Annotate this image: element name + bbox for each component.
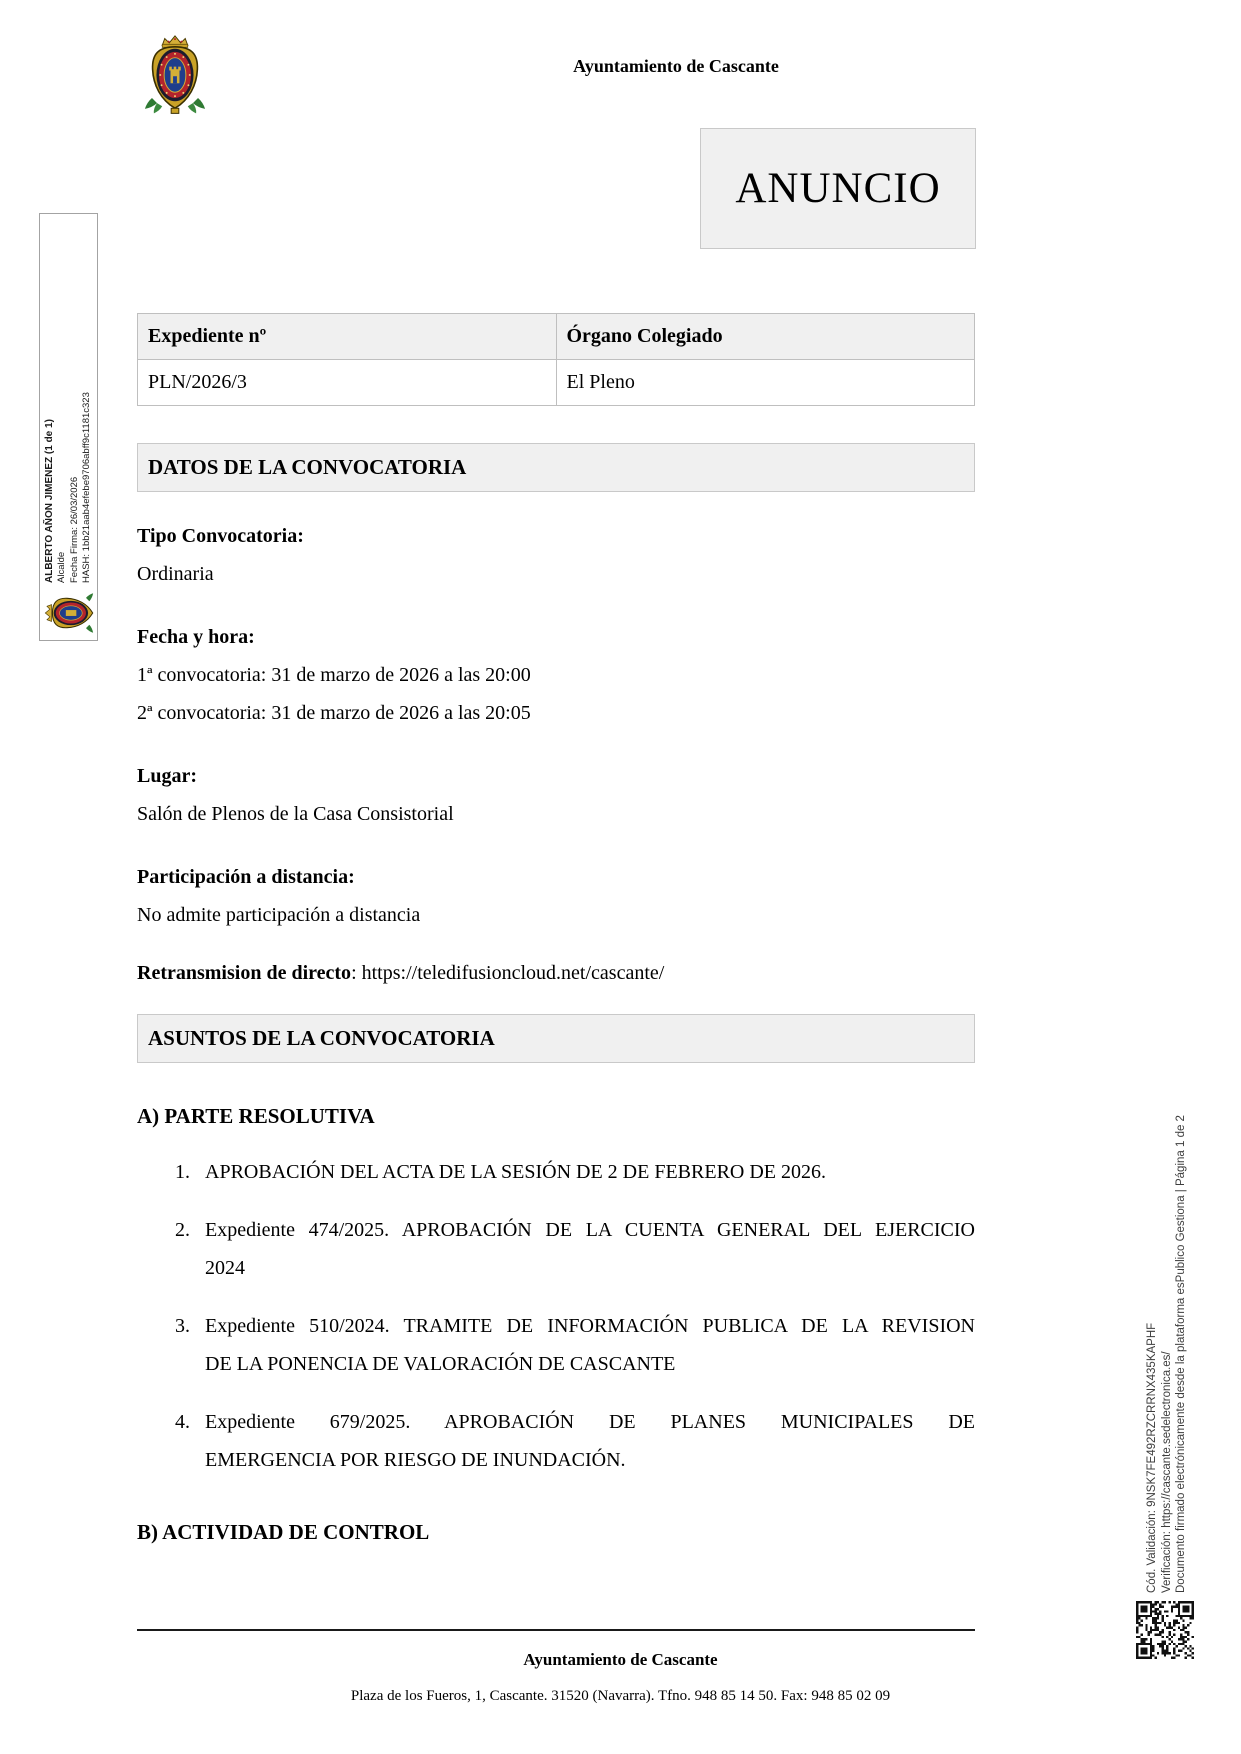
field-value: No admite participación a distancia	[137, 904, 421, 926]
agenda-item-text: Expediente 474/2025. APROBACIÓN DE LA CUENTA GENERAL DEL EJERCICIO	[205, 1219, 975, 1241]
field-value: Ordinaria	[137, 563, 214, 585]
expediente-table	[137, 313, 975, 406]
agenda-item-text: DE LA PONENCIA DE VALORACIÓN DE CASCANTE	[205, 1353, 676, 1375]
announcement-title: ANUNCIO	[735, 165, 941, 212]
field-label: Tipo Convocatoria:	[137, 525, 304, 547]
signature-text-block	[44, 392, 94, 583]
table-row	[138, 360, 975, 406]
retransmission-separator: :	[351, 962, 362, 984]
agenda-item-text: 2024	[205, 1257, 245, 1279]
section-banner-datos: DATOS DE LA CONVOCATORIA	[137, 443, 975, 492]
field-retransmission	[137, 954, 975, 992]
section-banner-asuntos: ASUNTOS DE LA CONVOCATORIA	[137, 1014, 975, 1063]
field-tipo-convocatoria	[137, 517, 975, 593]
signer-name: ALBERTO AÑON JIMENEZ (1 de 1)	[43, 419, 55, 583]
coat-of-arms-icon	[143, 34, 207, 118]
field-participacion	[137, 858, 975, 934]
validation-sidebar	[1145, 948, 1191, 1593]
actividad-control-title: B) ACTIVIDAD DE CONTROL	[137, 1520, 430, 1544]
main-content	[137, 313, 975, 1551]
retransmission-label: Retransmision de directo	[137, 962, 352, 984]
field-value: 1ª convocatoria: 31 de marzo de 2026 a las 20:00	[137, 664, 531, 686]
agenda-item	[137, 1153, 975, 1191]
agenda-item-text: Expediente 679/2025. APROBACIÓN DE PLANES MUNICIPALES DE	[205, 1411, 975, 1433]
signature-hash: HASH: 1bb21aab4efebe9706abff9c1181c323	[81, 392, 92, 583]
organo-header-cell: Órgano Colegiado	[556, 314, 975, 360]
agenda-item-text: EMERGENCIA POR RIESGO DE INUNDACIÓN.	[205, 1449, 626, 1471]
header-org-name: Ayuntamiento de Cascante	[573, 56, 779, 76]
field-fecha-hora	[137, 618, 975, 732]
agenda-item-text: Expediente 510/2024. TRAMITE DE INFORMACIÓN PUBLICA DE LA REVISION	[205, 1315, 975, 1337]
announcement-title-box	[700, 128, 976, 249]
validation-code: Cód. Validación: 9NSK7FE492RZCRRNX435KAPHF	[1146, 1322, 1158, 1593]
organo-value-cell: El Pleno	[556, 360, 975, 406]
footer-divider	[137, 1629, 975, 1631]
signed-note: Documento firmado electrónicamente desde la plataforma esPublico Gestiona | Página 1 de 2	[1175, 1115, 1187, 1593]
verification-url: Verificación: https://cascante.sedelectronica.es/	[1160, 1351, 1173, 1593]
expediente-header-cell: Expediente nº	[138, 314, 557, 360]
field-label: Fecha y hora:	[137, 626, 255, 648]
table-header-row	[138, 314, 975, 360]
field-value: 2ª convocatoria: 31 de marzo de 2026 a las 20:05	[137, 702, 531, 724]
agenda-list	[137, 1153, 975, 1479]
coat-of-arms-small-icon	[44, 592, 94, 634]
field-label: Participación a distancia:	[137, 866, 355, 888]
field-lugar	[137, 757, 975, 833]
expediente-value-cell: PLN/2026/3	[138, 360, 557, 406]
retransmission-url[interactable]: https://teledifusioncloud.net/cascante/	[361, 962, 665, 984]
field-value: Salón de Plenos de la Casa Consistorial	[137, 803, 454, 825]
agenda-item	[137, 1403, 975, 1479]
footer-org-name: Ayuntamiento de Cascante	[523, 1650, 718, 1669]
signature-sidebar	[39, 213, 98, 641]
signature-date: Fecha Firma: 26/03/2026	[68, 476, 80, 583]
agenda-item	[137, 1307, 975, 1383]
agenda-item	[137, 1211, 975, 1287]
footer-address: Plaza de los Fueros, 1, Cascante. 31520 (Navarra). Tfno. 948 85 14 50. Fax: 948 85 02 09	[350, 1688, 891, 1704]
signer-role: Alcalde	[56, 551, 67, 583]
agenda-item-text: APROBACIÓN DEL ACTA DE LA SESIÓN DE 2 DE FEBRERO DE 2026.	[205, 1161, 827, 1183]
field-label: Lugar:	[137, 765, 197, 787]
parte-resolutiva-title: A) PARTE RESOLUTIVA	[137, 1104, 375, 1128]
